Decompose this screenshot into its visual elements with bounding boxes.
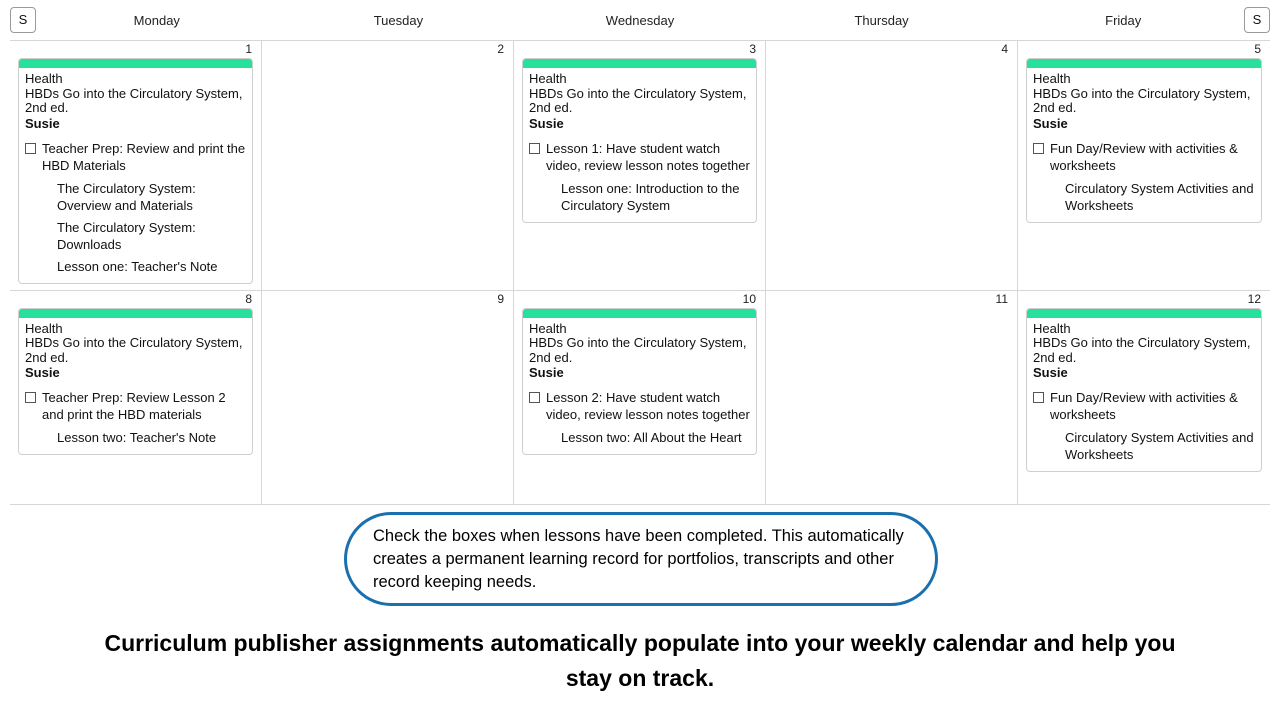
assignment-body: [523, 318, 756, 455]
assignment-subject: Health: [529, 71, 567, 86]
callout-text: Check the boxes when lessons have been completed. This automatically creates a permanent learning record for portfolios, transcripts and other record keeping needs.: [373, 526, 904, 591]
callout-bubble: [344, 512, 938, 606]
assignment-teacher: Susie: [529, 365, 564, 380]
assignment-card[interactable]: [18, 58, 253, 284]
calendar-day-cell[interactable]: [262, 291, 514, 505]
assignment-teacher: Susie: [1033, 365, 1068, 380]
assignment-task-label: Teacher Prep: Review and print the HBD Materials: [42, 140, 246, 173]
lesson-complete-checkbox[interactable]: [1033, 392, 1044, 403]
lesson-complete-checkbox[interactable]: [529, 392, 540, 403]
day-name-friday: Friday: [1105, 12, 1142, 28]
assignment-teacher: Susie: [1033, 115, 1068, 131]
lesson-complete-checkbox[interactable]: [1033, 143, 1044, 154]
day-name-wednesday: Wednesday: [605, 12, 675, 28]
assignment-resource-link[interactable]: Lesson one: Introduction to the Circulatory System: [561, 180, 740, 213]
assignment-course: HBDs Go into the Circulatory System, 2nd ed.: [529, 85, 747, 115]
assignment-color-bar: [523, 59, 756, 68]
day-name-tuesday: Tuesday: [373, 12, 424, 28]
assignment-resource-link[interactable]: Lesson one: Teacher's Note: [57, 258, 218, 274]
assignment-task-label: Fun Day/Review with activities & worksheets: [1050, 140, 1238, 173]
day-number: 1: [245, 42, 252, 56]
assignment-color-bar: [19, 59, 252, 68]
calendar-day-cell[interactable]: [766, 41, 1018, 291]
assignment-card[interactable]: [18, 308, 253, 456]
assignment-color-bar: [1027, 59, 1261, 68]
assignment-course: HBDs Go into the Circulatory System, 2nd ed.: [25, 335, 243, 365]
saturday-toggle-left-button[interactable]: S: [10, 7, 36, 33]
lesson-complete-checkbox[interactable]: [25, 392, 36, 403]
assignment-teacher: Susie: [529, 115, 564, 131]
lesson-complete-checkbox[interactable]: [25, 143, 36, 154]
saturday-toggle-right-button[interactable]: S: [1244, 7, 1270, 33]
assignment-card[interactable]: [1026, 308, 1262, 473]
day-number: 4: [1001, 42, 1008, 56]
calendar-day-cell[interactable]: [514, 41, 766, 291]
assignment-task-label: Lesson 1: Have student watch video, review lesson notes together: [546, 140, 750, 173]
assignment-resource-link[interactable]: Lesson two: All About the Heart: [561, 430, 742, 445]
assignment-task-row: [1033, 389, 1255, 423]
calendar-day-cell[interactable]: [10, 291, 262, 505]
day-number: 11: [995, 291, 1008, 306]
assignment-subject: Health: [25, 320, 63, 336]
day-name-thursday: Thursday: [854, 12, 909, 28]
assignment-body: [19, 68, 252, 283]
assignment-subject: Health: [25, 71, 63, 86]
assignment-body: [1027, 318, 1261, 472]
day-name-monday: Monday: [133, 12, 180, 28]
calendar-day-cell[interactable]: [766, 291, 1018, 505]
assignment-course: HBDs Go into the Circulatory System, 2nd ed.: [529, 335, 747, 365]
day-number: 3: [749, 42, 756, 56]
assignment-teacher: Susie: [25, 115, 60, 131]
assignment-course: HBDs Go into the Circulatory System, 2nd ed.: [1033, 85, 1251, 115]
assignment-course: HBDs Go into the Circulatory System, 2nd ed.: [1033, 335, 1251, 365]
assignment-subject: Health: [1033, 71, 1071, 86]
assignment-body: [1027, 68, 1261, 222]
assignment-subject: Health: [529, 320, 567, 336]
assignment-card[interactable]: [522, 58, 757, 223]
day-number: 12: [1247, 291, 1261, 306]
page-caption: Curriculum publisher assignments automatically populate into your weekly calendar and help you stay on track.: [104, 630, 1176, 691]
calendar-header: [0, 0, 1280, 40]
assignment-task-label: Teacher Prep: Review Lesson 2 and print the HBD materials: [42, 390, 226, 422]
day-number: 2: [497, 42, 504, 56]
calendar-day-cell[interactable]: [262, 41, 514, 291]
calendar-day-cell[interactable]: [514, 291, 766, 505]
assignment-task-label: Lesson 2: Have student watch video, review lesson notes together: [546, 390, 750, 422]
assignment-subject: Health: [1033, 320, 1071, 336]
assignment-task-label: Fun Day/Review with activities & worksheets: [1050, 390, 1238, 422]
day-number: 9: [497, 291, 504, 306]
calendar-day-cell[interactable]: [1018, 41, 1270, 291]
day-number: 10: [742, 291, 756, 306]
assignment-card[interactable]: [522, 308, 757, 456]
assignment-resource-link[interactable]: Lesson two: Teacher's Note: [57, 430, 217, 445]
day-number: 5: [1254, 42, 1261, 56]
assignment-card[interactable]: [1026, 58, 1262, 223]
assignment-body: [523, 68, 756, 222]
assignment-body: [19, 318, 252, 455]
calendar-day-cell[interactable]: [1018, 291, 1270, 505]
assignment-resource-link[interactable]: Circulatory System Activities and Worksheets: [1065, 180, 1254, 213]
calendar-grid: [10, 40, 1270, 505]
assignment-color-bar: [523, 309, 756, 318]
assignment-resource-link[interactable]: Circulatory System Activities and Worksheets: [1065, 430, 1254, 462]
assignment-task-row: [1033, 140, 1255, 174]
assignment-resource-link[interactable]: The Circulatory System: Downloads: [57, 219, 196, 252]
day-number: 8: [245, 291, 252, 306]
calendar-day-cell[interactable]: [10, 41, 262, 291]
assignment-color-bar: [1027, 309, 1261, 318]
assignment-task-row: [25, 389, 246, 423]
lesson-complete-checkbox[interactable]: [529, 143, 540, 154]
day-name-row: [36, 0, 1244, 40]
assignment-task-row: [25, 140, 246, 174]
assignment-task-row: [529, 140, 750, 174]
assignment-teacher: Susie: [25, 365, 60, 380]
assignment-course: HBDs Go into the Circulatory System, 2nd ed.: [25, 85, 243, 115]
assignment-resource-link[interactable]: The Circulatory System: Overview and Materials: [57, 180, 196, 213]
assignment-task-row: [529, 389, 750, 423]
assignment-color-bar: [19, 309, 252, 318]
